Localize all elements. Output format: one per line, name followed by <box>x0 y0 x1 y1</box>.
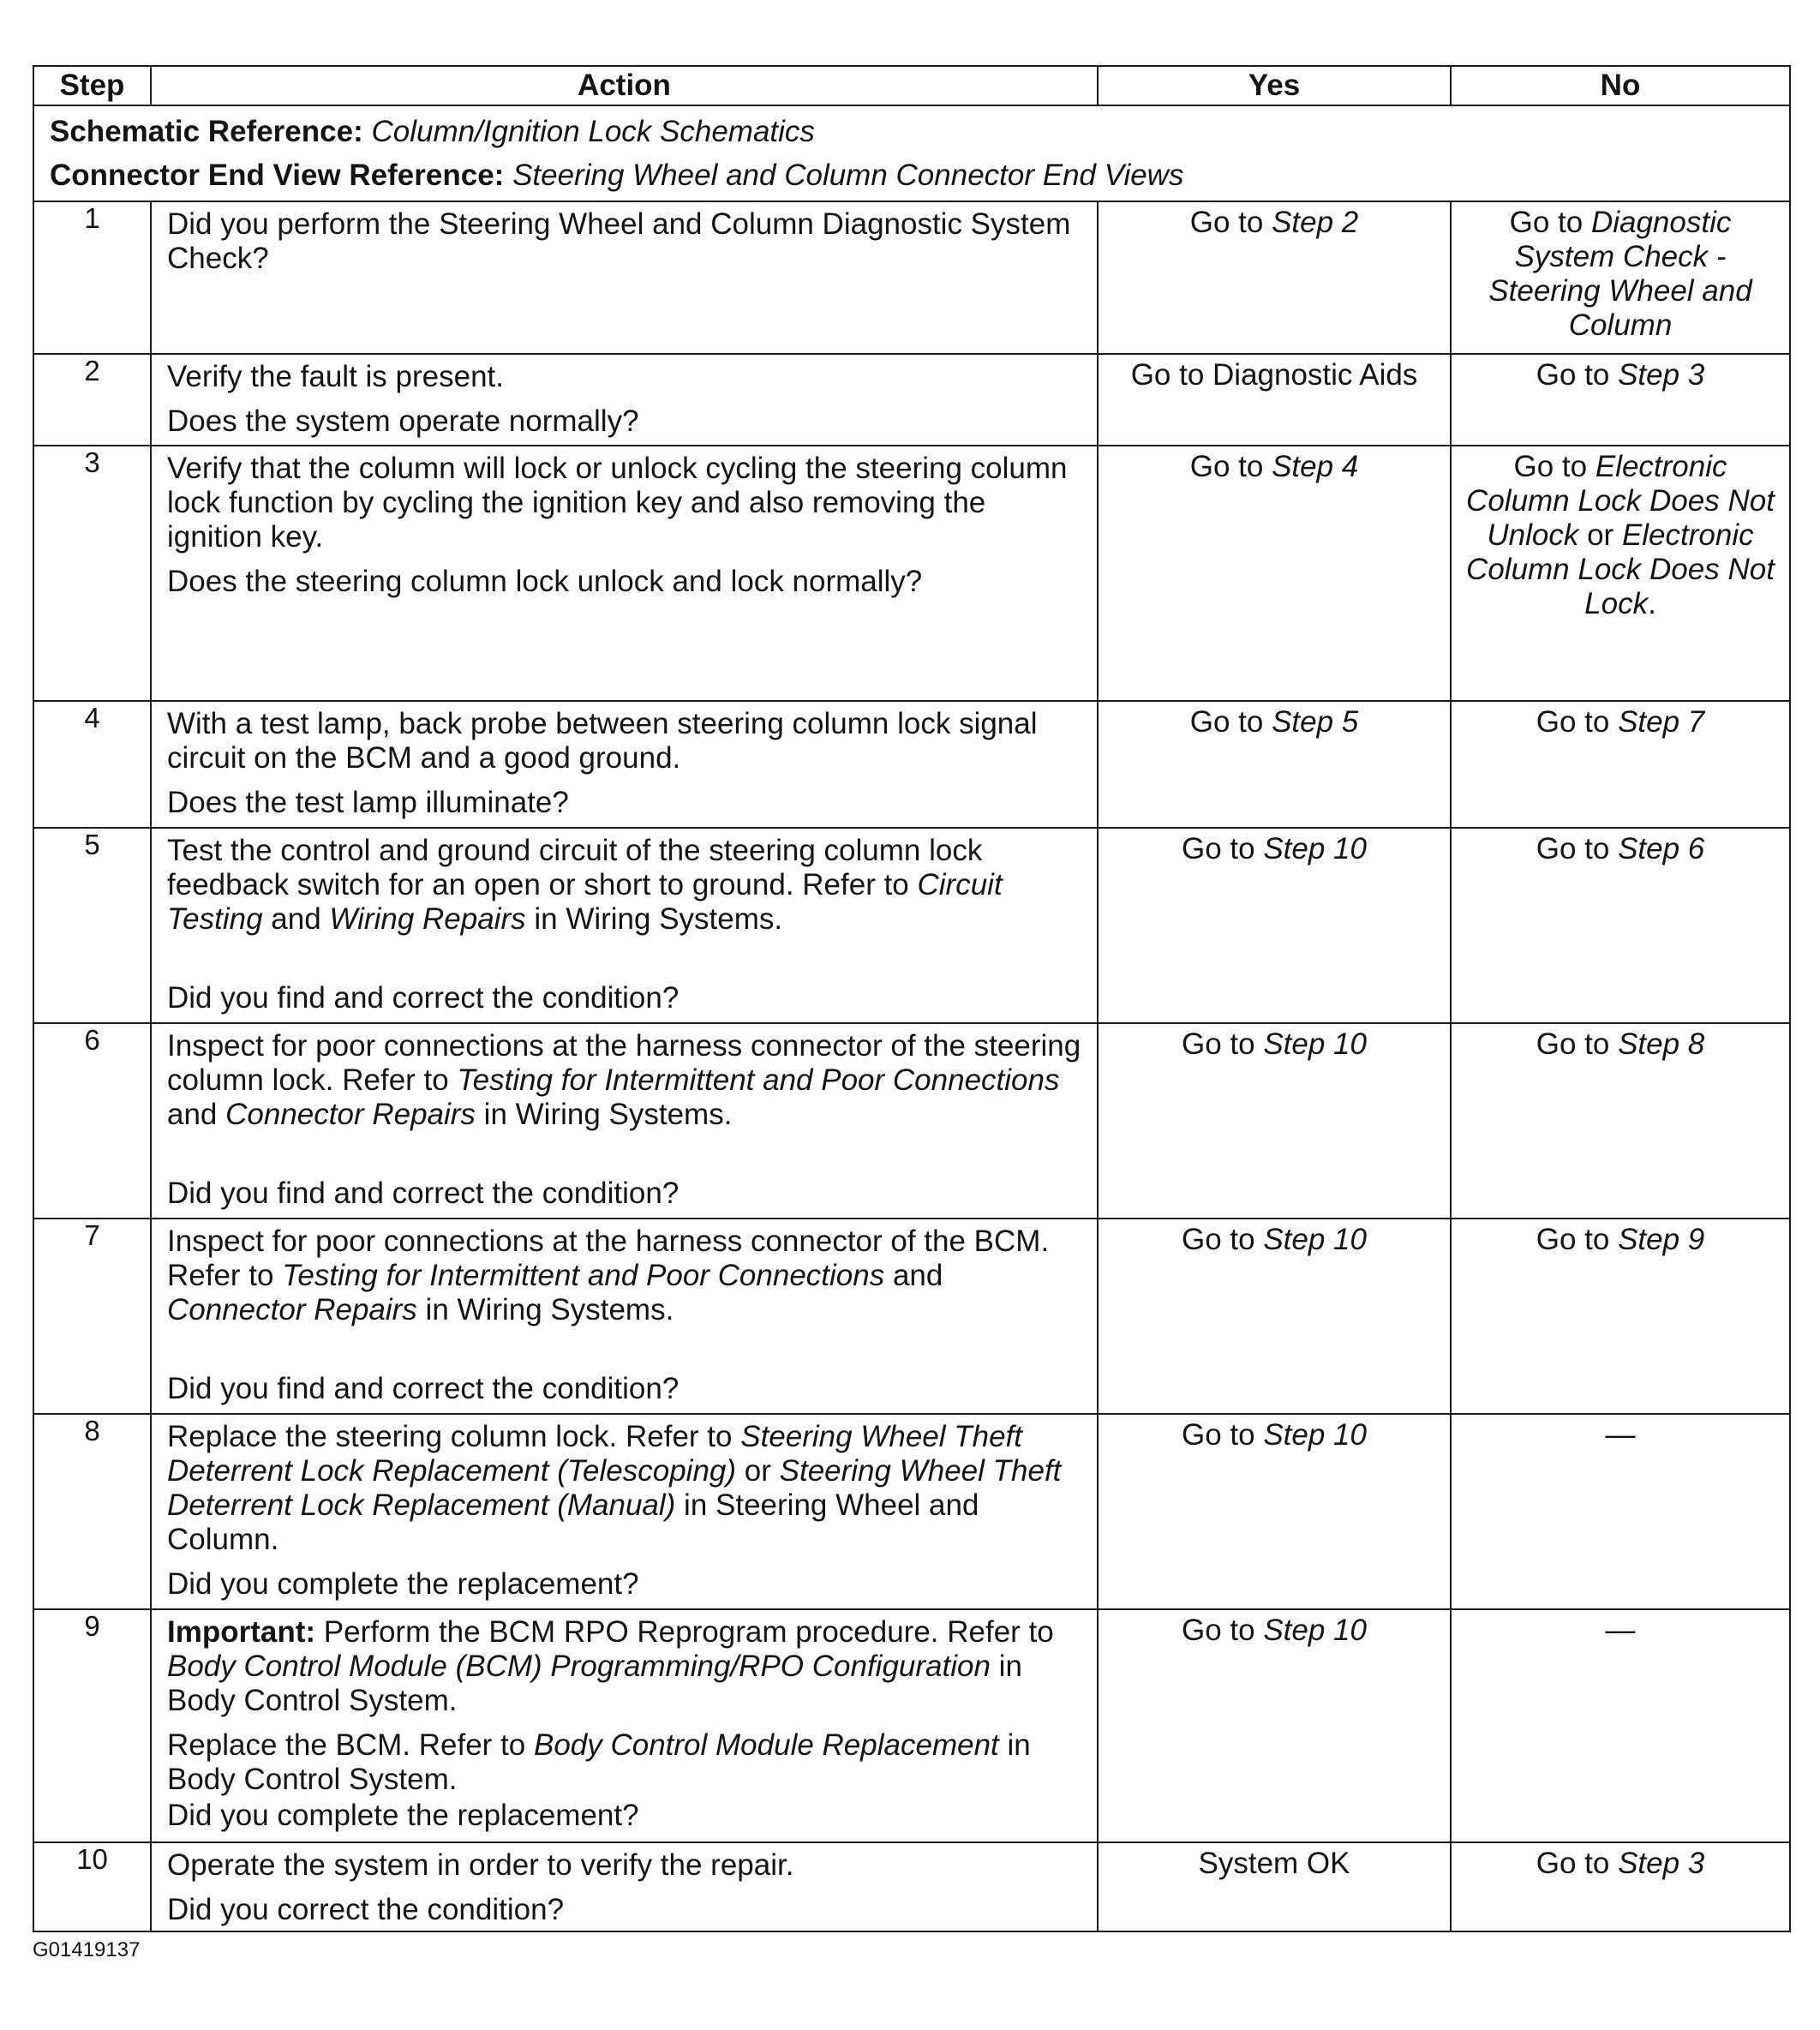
action-cell: Important: Perform the BCM RPO Reprogram procedure. Refer to Body Control Module (BCM) Programming/RPO Configuration in Body Control System. Replace the BCM. Refer to Body Control Module Replacement in Body Control System. Did you complete the replacement? <box>151 1609 1098 1842</box>
step-number: 9 <box>33 1609 151 1842</box>
yes-cell: Go to Step 10 <box>1098 1414 1451 1609</box>
table-row <box>33 201 1790 354</box>
figure-id: G01419137 <box>33 1938 141 1961</box>
step-number: 4 <box>33 701 151 828</box>
no-cell: Go to Electronic Column Lock Does Not Unlock or Electronic Column Lock Does Not Lock. <box>1451 446 1790 701</box>
table-row <box>33 701 1790 828</box>
no-cell: Go to Step 6 <box>1451 828 1790 1023</box>
no-cell: — <box>1451 1414 1790 1609</box>
table-row <box>33 1609 1790 1842</box>
table-row <box>33 828 1790 1023</box>
table-row <box>33 1842 1790 1931</box>
step-number: 1 <box>33 201 151 354</box>
step-number: 6 <box>33 1023 151 1219</box>
no-cell: — <box>1451 1609 1790 1842</box>
no-cell: Go to Step 9 <box>1451 1219 1790 1414</box>
action-cell: Replace the steering column lock. Refer to Steering Wheel Theft Deterrent Lock Replacement (Telescoping) or Steering Wheel Theft Deterrent Lock Replacement (Manual) in Steering Wheel and Column. Did you complete the replacement? <box>151 1414 1098 1609</box>
yes-cell: Go to Diagnostic Aids <box>1098 354 1451 446</box>
header-step: Step <box>33 66 151 105</box>
action-cell: Operate the system in order to verify the repair. Did you correct the condition? <box>151 1842 1098 1931</box>
no-cell: Go to Step 8 <box>1451 1023 1790 1219</box>
table-row <box>33 1414 1790 1609</box>
no-cell: Go to Step 7 <box>1451 701 1790 828</box>
action-cell: Inspect for poor connections at the harness connector of the steering column lock. Refer to Testing for Intermittent and Poor Connections and Connector Repairs in Wiring Systems. Did you find and correct the condition? <box>151 1023 1098 1219</box>
yes-cell: Go to Step 2 <box>1098 201 1451 354</box>
table-row <box>33 354 1790 446</box>
action-cell: With a test lamp, back probe between steering column lock signal circuit on the BCM and a good ground. Does the test lamp illuminate? <box>151 701 1098 828</box>
reference-cell <box>33 105 1790 201</box>
no-cell: Go to Step 3 <box>1451 1842 1790 1931</box>
yes-cell: Go to Step 4 <box>1098 446 1451 701</box>
action-cell: Inspect for poor connections at the harness connector of the BCM. Refer to Testing for Intermittent and Poor Connections and Connector Repairs in Wiring Systems. Did you find and correct the condition? <box>151 1219 1098 1414</box>
important-note: Important: Perform the BCM RPO Reprogram procedure. Refer to Body Control Module (BCM) Programming/RPO Configuration in Body Control System. <box>167 1615 1054 1717</box>
header-yes: Yes <box>1098 66 1451 105</box>
header-action: Action <box>151 66 1098 105</box>
header-no: No <box>1451 66 1790 105</box>
yes-cell: Go to Step 10 <box>1098 828 1451 1023</box>
table-row <box>33 1219 1790 1414</box>
step-number: 8 <box>33 1414 151 1609</box>
action-cell: Test the control and ground circuit of the steering column lock feedback switch for an open or short to ground. Refer to Circuit Testing and Wiring Repairs in Wiring Systems. Did you find and correct the condition? <box>151 828 1098 1023</box>
yes-cell: System OK <box>1098 1842 1451 1931</box>
step-number: 5 <box>33 828 151 1023</box>
connector-reference: Connector End View Reference: Steering Wheel and Column Connector End Views <box>50 159 1184 192</box>
no-cell: Go to Diagnostic System Check - Steering Wheel and Column <box>1451 201 1790 354</box>
yes-cell: Go to Step 5 <box>1098 701 1451 828</box>
no-cell: Go to Step 3 <box>1451 354 1790 446</box>
action-cell: Verify the fault is present. Does the system operate normally? <box>151 354 1098 446</box>
yes-cell: Go to Step 10 <box>1098 1609 1451 1842</box>
action-cell: Did you perform the Steering Wheel and Column Diagnostic System Check? <box>151 201 1098 354</box>
action-cell: Verify that the column will lock or unlock cycling the steering column lock function by cycling the ignition key and also removing the ignition key. Does the steering column lock unlock and lock normally? <box>151 446 1098 701</box>
step-number: 2 <box>33 354 151 446</box>
step-number: 3 <box>33 446 151 701</box>
table-row <box>33 1023 1790 1219</box>
diagnostic-table <box>33 65 1791 1932</box>
header-row <box>33 66 1790 105</box>
step-number: 10 <box>33 1842 151 1931</box>
reference-row <box>33 105 1790 201</box>
step-number: 7 <box>33 1219 151 1414</box>
schematic-reference: Schematic Reference: Column/Ignition Lock Schematics <box>50 115 815 148</box>
yes-cell: Go to Step 10 <box>1098 1219 1451 1414</box>
yes-cell: Go to Step 10 <box>1098 1023 1451 1219</box>
table-row <box>33 446 1790 701</box>
